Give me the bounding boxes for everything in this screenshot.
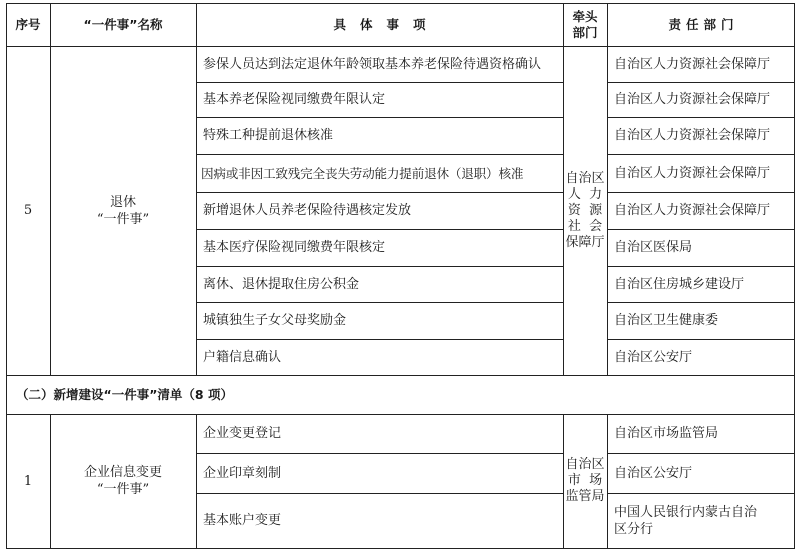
matter-name-cell: [50, 46, 196, 375]
item-cell: 企业印章刻制: [203, 465, 282, 481]
seq-cell: 5: [23, 203, 33, 218]
header-lead-line2: 部门: [572, 24, 598, 40]
item-cell: 企业变更登记: [203, 426, 282, 441]
lead-dept-cell: [563, 46, 607, 375]
lead-dept-line: 自治区: [565, 457, 605, 472]
item-cell: 离休、退休提取住房公积金: [203, 276, 360, 292]
header-seq: 序号: [15, 17, 41, 32]
lead-dept-line: 社 会: [567, 218, 603, 234]
header-lead: [563, 3, 607, 46]
lead-dept-line: 自治区: [565, 170, 605, 186]
dept-line: 区分行: [614, 521, 654, 537]
item-cell: 特殊工种提前退休核准: [203, 128, 334, 143]
dept-cell: [607, 493, 795, 548]
item-cell: 基本账户变更: [203, 513, 282, 528]
dept-cell: 自治区公安厅: [614, 465, 693, 481]
dept-cell: 自治区人力资源社会保障厅: [614, 203, 771, 218]
lead-dept-line: 人 力: [567, 186, 603, 202]
lead-dept-line: 保障厅: [565, 234, 605, 250]
lead-dept-line: 市 场: [567, 473, 603, 488]
matter-name-cell: [50, 414, 196, 548]
matter-name-line2: “一件事”: [96, 482, 150, 497]
policy-table: [6, 3, 795, 549]
item-cell: 城镇独生子女父母奖励金: [203, 313, 347, 328]
matter-name-line2: “一件事”: [96, 211, 150, 227]
item-cell: 参保人员达到法定退休年龄领取基本养老保险待遇资格确认: [203, 56, 542, 72]
dept-cell: 自治区人力资源社会保障厅: [614, 56, 771, 72]
dept-cell: 自治区公安厅: [614, 349, 693, 365]
header-resp: 责任部门: [668, 17, 739, 32]
section-title: （二）新增建设“一件事”清单（8 项）: [16, 387, 233, 402]
dept-cell: 自治区人力资源社会保障厅: [614, 128, 771, 143]
lead-dept-line: 监管局: [565, 489, 605, 504]
item-cell: 户籍信息确认: [203, 349, 282, 365]
dept-cell: 自治区医保局: [614, 240, 693, 255]
dept-line: 中国人民银行内蒙古自治: [614, 504, 758, 520]
item-cell: 新增退休人员养老保险待遇核定发放: [203, 203, 412, 218]
item-cell: 基本养老保险视同缴费年限认定: [203, 92, 386, 107]
dept-cell: 自治区卫生健康委: [614, 313, 719, 328]
header-lead-line1: 牵头: [572, 8, 598, 24]
dept-cell: 自治区住房城乡建设厅: [614, 276, 745, 292]
lead-dept-line: 资 源: [567, 202, 603, 218]
item-cell: 基本医疗保险视同缴费年限核定: [203, 240, 386, 255]
seq-cell: 1: [23, 473, 33, 489]
header-name: “一件事”名称: [83, 17, 163, 32]
dept-cell: 自治区人力资源社会保障厅: [614, 165, 771, 181]
item-cell: 因病或非因工致残完全丧失劳动能力提前退休（退职）核准: [201, 165, 524, 181]
dept-cell: 自治区市场监管局: [614, 426, 719, 441]
header-items: 具体事项: [333, 17, 440, 32]
dept-cell: 自治区人力资源社会保障厅: [614, 92, 771, 107]
matter-name-line1: 退休: [109, 194, 136, 210]
table-border-bottom: [6, 548, 795, 549]
lead-dept-cell: [563, 414, 607, 548]
matter-name-line1: 企业信息变更: [83, 465, 162, 480]
